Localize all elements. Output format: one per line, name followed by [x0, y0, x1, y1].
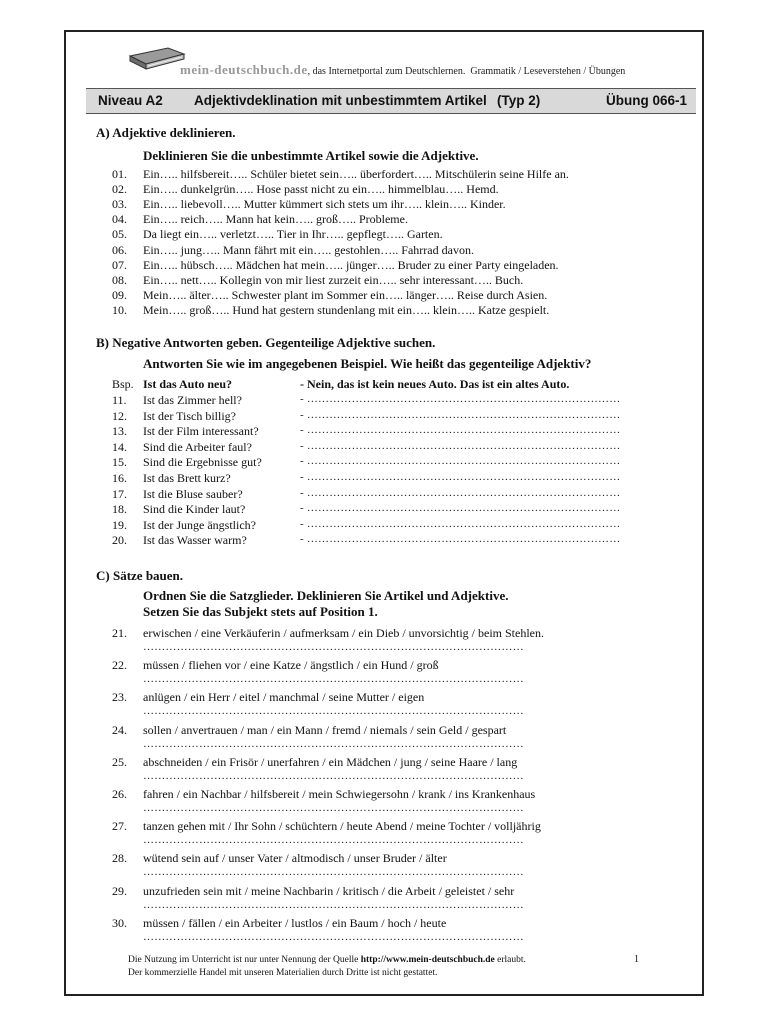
item-number: 11.: [112, 393, 127, 407]
footer-line2: Der kommerzielle Handel mit unseren Materialien durch Dritte ist nicht gestattet.: [128, 968, 438, 978]
question-text: Ist das Wasser warm?: [143, 533, 247, 548]
item-number: 18.: [112, 502, 127, 517]
sentence-parts: anlügen / ein Herr / eitel / manchmal / seine Mutter / eigen: [143, 690, 425, 705]
item-number: 04.: [112, 212, 127, 227]
book-logo-icon: [128, 42, 188, 72]
item-number: 05.: [112, 227, 127, 242]
exercise-sentence: Ein….. dunkelgrün….. Hose passt nicht zu ein….. himmelblau….. Hemd.: [143, 182, 499, 197]
exercise-sentence: Ein….. liebevoll….. Mutter kümmert sich stets um ihr….. klein….. Kinder.: [143, 197, 506, 212]
example-answer: - Nein, das ist kein neues Auto. Das ist ein altes Auto.: [300, 377, 570, 391]
question-text: Sind die Arbeiter faul?: [143, 439, 252, 454]
item-number: 24.: [112, 722, 127, 737]
answer-line: …………………………………………………………………………………………: [143, 834, 524, 847]
answer-line: - …………………………………………………………………………: [300, 517, 621, 530]
item-number: 27.: [112, 819, 127, 834]
question-text: Ist das Zimmer hell?: [143, 393, 242, 407]
exercise-sentence: Ein….. nett….. Kollegin von mir liest zurzeit ein….. sehr interessant….. Buch.: [143, 272, 524, 287]
item-number: 22.: [112, 658, 127, 673]
site-tagline: , das Internetportal zum Deutschlernen.: [307, 66, 466, 77]
item-number: 07.: [112, 257, 127, 272]
item-number: 29.: [112, 883, 127, 898]
sentence-parts: müssen / fällen / ein Arbeiter / lustlos / ein Baum / hoch / heute: [143, 915, 447, 930]
answer-line: …………………………………………………………………………………………: [143, 769, 524, 782]
title-bar: [86, 88, 696, 114]
item-number: 26.: [112, 787, 127, 801]
exercise-sentence: Ein….. hübsch….. Mädchen hat mein….. jünger….. Bruder zu einer Party eingeladen.: [143, 257, 559, 272]
question-text: Ist der Tisch billig?: [143, 408, 237, 423]
item-number: 25.: [112, 754, 127, 769]
item-number: 19.: [112, 517, 127, 532]
answer-line: - …………………………………………………………………………: [300, 486, 621, 499]
footer-url: http://www.mein-deutschbuch.de: [360, 955, 495, 965]
site-nav: Grammatik / Leseverstehen / Übungen: [470, 66, 626, 77]
question-text: Ist der Film interessant?: [143, 424, 259, 439]
footer-line1-post: erlaubt.: [494, 955, 526, 965]
sentence-parts: müssen / fliehen vor / eine Katze / ängstlich / ein Hund / groß: [143, 658, 439, 673]
item-number: 06.: [112, 242, 127, 257]
section-c-instruction-2: Setzen Sie das Subjekt stets auf Position 1.: [143, 604, 378, 619]
section-a-heading: A) Adjektive deklinieren.: [96, 125, 236, 140]
section-b-instruction: Antworten Sie wie im angegebenen Beispiel. Wie heißt das gegenteilige Adjektiv?: [143, 356, 592, 371]
footer-notice: [128, 954, 526, 980]
sentence-parts: abschneiden / ein Frisör / unerfahren / ein Mädchen / jung / seine Haare / lang: [143, 754, 518, 769]
item-number: 08.: [112, 272, 127, 287]
answer-line: …………………………………………………………………………………………: [143, 737, 524, 750]
exercise-sentence: Ein….. hilfsbereit….. Schüler bietet sein….. überfordert….. Mitschülerin seine Hilfe an.: [143, 167, 569, 181]
answer-line: - …………………………………………………………………………: [300, 408, 621, 421]
answer-line: …………………………………………………………………………………………: [143, 641, 524, 653]
item-number: 03.: [112, 197, 127, 212]
question-text: Ist die Bluse sauber?: [143, 486, 243, 501]
answer-line: - …………………………………………………………………………: [300, 439, 621, 452]
site-brand: [180, 62, 625, 78]
sentence-parts: fahren / ein Nachbar / hilfsbereit / mein Schwiegersohn / krank / ins Krankenhaus: [143, 787, 536, 801]
level-label: Niveau A2: [98, 93, 163, 108]
item-number: 20.: [112, 533, 127, 548]
item-number: 23.: [112, 690, 127, 705]
item-number: 15.: [112, 455, 127, 470]
example-question: Ist das Auto neu?: [143, 377, 233, 391]
answer-line: …………………………………………………………………………………………: [143, 898, 524, 911]
answer-line: - …………………………………………………………………………: [300, 455, 621, 468]
item-number: 10.: [112, 302, 127, 317]
footer-line1-pre: Die Nutzung im Unterricht ist nur unter Nennung der Quelle: [128, 955, 361, 965]
question-text: Sind die Kinder laut?: [143, 502, 246, 517]
question-text: Ist das Brett kurz?: [143, 471, 231, 485]
exercise-sentence: Ein….. jung….. Mann fährt mit ein….. gestohlen….. Fahrrad davon.: [143, 242, 474, 257]
item-number: 17.: [112, 486, 127, 501]
sentence-parts: sollen / anvertrauen / man / ein Mann / fremd / niemals / sein Geld / gespart: [143, 722, 507, 737]
exercise-sentence: Mein….. älter….. Schwester plant im Sommer ein….. länger….. Reise durch Asien.: [143, 287, 548, 302]
exercise-sentence: Da liegt ein….. verletzt….. Tier in Ihr….. gepflegt….. Garten.: [143, 227, 443, 242]
section-b-heading: B) Negative Antworten geben. Gegenteilige Adjektive suchen.: [96, 335, 436, 350]
type-label: (Typ 2): [497, 93, 541, 108]
answer-line: - …………………………………………………………………………: [300, 471, 621, 483]
sentence-parts: tanzen gehen mit / Ihr Sohn / schüchtern / heute Abend / meine Tochter / volljährig: [143, 819, 541, 834]
question-text: Ist der Junge ängstlich?: [143, 517, 256, 532]
item-number: 14.: [112, 439, 127, 454]
question-text: Sind die Ergebnisse gut?: [143, 455, 262, 470]
exercise-number: Übung 066-1: [606, 93, 688, 108]
topic-title: Adjektivdeklination mit unbestimmtem Artikel: [194, 93, 487, 108]
item-number: 09.: [112, 287, 127, 302]
exercise-sentence: Mein….. groß….. Hund hat gestern stundenlang mit ein….. klein….. Katze gespielt.: [143, 302, 550, 317]
answer-line: - …………………………………………………………………………: [300, 502, 621, 515]
answer-line: …………………………………………………………………………………………: [143, 802, 524, 814]
item-number: 13.: [112, 424, 127, 439]
section-c-heading: C) Sätze bauen.: [96, 568, 184, 583]
sentence-parts: wütend sein auf / unser Vater / altmodisch / unser Bruder / älter: [143, 851, 447, 866]
answer-line: …………………………………………………………………………………………: [143, 705, 524, 718]
answer-line: - …………………………………………………………………………: [300, 424, 621, 437]
item-number: 02.: [112, 182, 127, 197]
site-logo-text: mein-deutschbuch.de: [180, 62, 308, 77]
item-number: 16.: [112, 471, 127, 485]
sentence-parts: erwischen / eine Verkäuferin / aufmerksam / ein Dieb / unvorsichtig / beim Stehlen.: [143, 626, 544, 640]
sentence-parts: unzufrieden sein mit / meine Nachbarin / kritisch / die Arbeit / geleistet / sehr: [143, 883, 515, 898]
page-number: 1: [634, 954, 639, 965]
section-a-instruction: Deklinieren Sie die unbestimmte Artikel sowie die Adjektive.: [143, 148, 479, 163]
answer-line: …………………………………………………………………………………………: [143, 930, 524, 943]
item-number: 28.: [112, 851, 127, 866]
item-number: 01.: [112, 167, 127, 181]
section-c-instruction-1: Ordnen Sie die Satzglieder. Deklinieren Sie Artikel und Adjektive.: [143, 588, 509, 603]
item-number: 30.: [112, 915, 127, 930]
answer-line: …………………………………………………………………………………………: [143, 673, 524, 686]
exercise-sentence: Ein….. reich….. Mann hat kein….. groß….. Probleme.: [143, 212, 408, 227]
answer-line: - …………………………………………………………………………: [300, 533, 621, 546]
answer-line: …………………………………………………………………………………………: [143, 866, 524, 879]
item-number: 21.: [112, 626, 127, 640]
item-number: 12.: [112, 408, 127, 423]
example-label: Bsp.: [112, 377, 134, 391]
answer-line: - …………………………………………………………………………: [300, 393, 621, 405]
